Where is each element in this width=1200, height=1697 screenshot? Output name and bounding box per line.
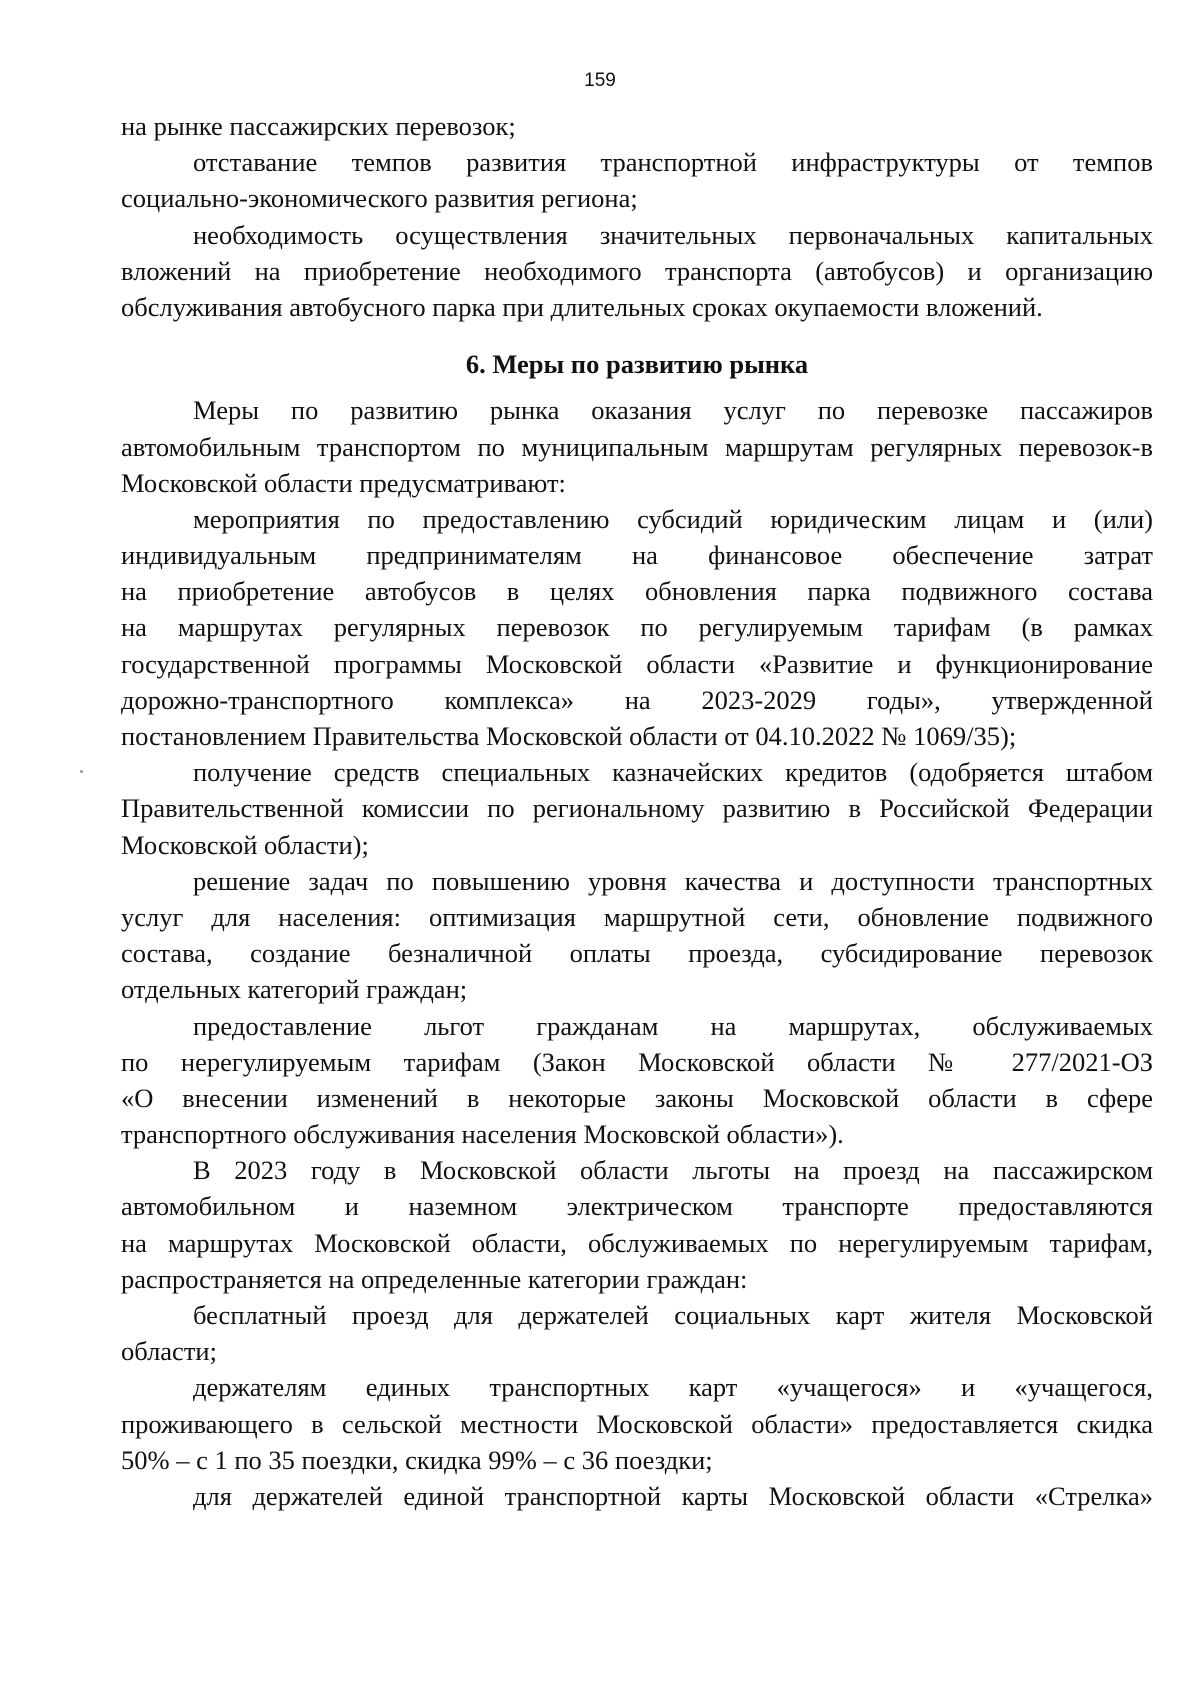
text-line: услуг для населения: оптимизация маршрутной сети, обновление подвижного xyxy=(121,901,1153,932)
text-line: дорожно-транспортного комплекса» на 2023-2029 годы», утвержденной xyxy=(121,684,1153,715)
scan-speck xyxy=(80,770,83,773)
text-line: на маршрутах Московской области, обслуживаемых по нерегулируемым тарифам, xyxy=(121,1227,1153,1258)
text-line: состава, создание безналичной оплаты проезда, субсидирование перевозок xyxy=(121,938,1153,969)
text-line: отдельных категорий граждан; xyxy=(121,974,468,1005)
text-line: получение средств специальных казначейских кредитов (одобряется штабом xyxy=(193,757,1153,788)
text-line: держателям единых транспортных карт «учащегося» и «учащегося, xyxy=(193,1372,1153,1403)
page-number: 159 xyxy=(584,70,616,91)
text-line: автомобильном и наземном электрическом транспорте предоставляются xyxy=(121,1191,1153,1222)
text-line: на приобретение автобусов в целях обновления парка подвижного состава xyxy=(121,576,1153,607)
text-line: постановлением Правительства Московской области от 04.10.2022 № 1069/35); xyxy=(121,721,1017,751)
text-line: решение задач по повышению уровня качества и доступности транспортных xyxy=(193,865,1153,896)
text-line: Московской области предусматривают: xyxy=(121,467,566,498)
text-line: области; xyxy=(121,1336,217,1367)
text-line: Меры по развитию рынка оказания услуг по перевозке пассажиров xyxy=(193,395,1153,426)
text-line: социально-экономического развития региона; xyxy=(121,183,638,214)
text-line: отставание темпов развития транспортной инфраструктуры от темпов xyxy=(193,147,1153,178)
text-line: обслуживания автобусного парка при длительных сроках окупаемости вложений. xyxy=(121,291,1043,322)
text-line: проживающего в сельской местности Московской области» предоставляется скидка xyxy=(121,1408,1153,1439)
text-line: Московской области); xyxy=(121,829,369,860)
text-line: на маршрутах регулярных перевозок по регулируемым тарифам (в рамках xyxy=(121,612,1153,643)
document-body xyxy=(121,108,1153,1514)
text-line: предоставление льгот гражданам на маршрутах, обслуживаемых xyxy=(193,1010,1153,1041)
text-line: на рынке пассажирских перевозок; xyxy=(121,111,516,141)
text-line: вложений на приобретение необходимого транспорта (автобусов) и организацию xyxy=(121,255,1153,286)
text-line: В 2023 году в Московской области льготы на проезд на пассажирском xyxy=(193,1155,1153,1186)
text-line: по нерегулируемым тарифам (Закон Московской области № 277/2021-ОЗ xyxy=(121,1046,1153,1077)
text-line: автомобильным транспортом по муниципальным маршрутам регулярных перевозок-в xyxy=(121,431,1153,462)
text-line: для держателей единой транспортной карты Московской области «Стрелка» xyxy=(193,1480,1153,1511)
section-heading: 6. Меры по развитию рынка xyxy=(465,349,809,380)
text-line: распространяется на определенные категории граждан: xyxy=(121,1263,748,1294)
text-line: индивидуальным предпринимателям на финансовое обеспечение затрат xyxy=(121,540,1153,571)
text-line: государственной программы Московской области «Развитие и функционирование xyxy=(121,648,1153,679)
text-line: «О внесении изменений в некоторые законы Московской области в сфере xyxy=(121,1082,1153,1113)
text-line: Правительственной комиссии по региональному развитию в Российской Федерации xyxy=(121,793,1153,824)
text-line: необходимость осуществления значительных первоначальных капитальных xyxy=(193,219,1153,250)
text-line: 50% – с 1 по 35 поездки, скидка 99% – с 36 поездки; xyxy=(121,1444,713,1475)
text-line: бесплатный проезд для держателей социальных карт жителя Московской xyxy=(193,1300,1153,1330)
text-line: мероприятия по предоставлению субсидий юридическим лицам и (или) xyxy=(193,503,1153,534)
text-line: транспортного обслуживания населения Московской области»). xyxy=(121,1119,844,1150)
